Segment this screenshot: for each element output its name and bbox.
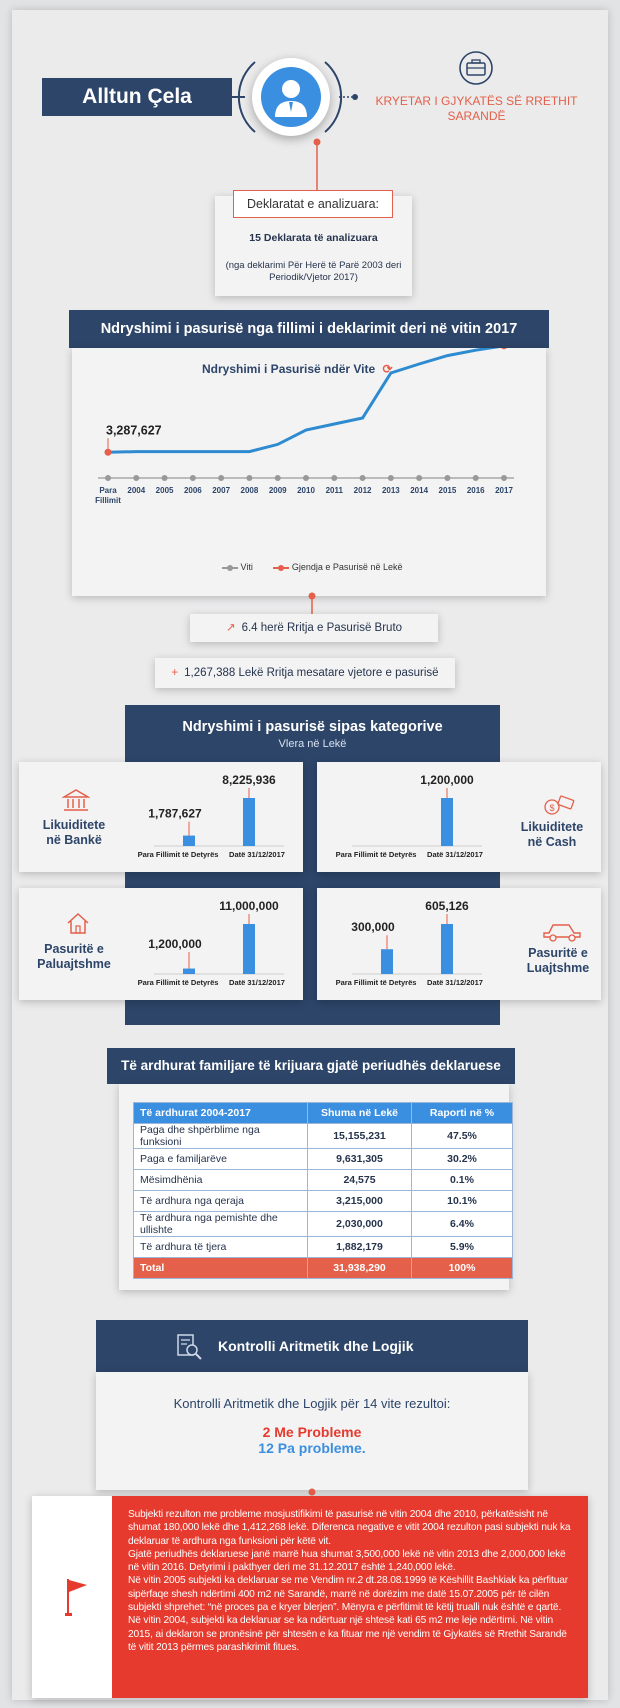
- wealth-section-header: [69, 310, 549, 348]
- x-tick-label: Fillimit: [95, 496, 121, 505]
- income-source: Paga e familjarëve: [134, 1149, 308, 1170]
- bar-value-label: 8,225,936: [222, 773, 276, 787]
- year-point: [501, 475, 507, 481]
- declarations-box: [215, 196, 412, 296]
- table-row-total: [134, 1258, 513, 1279]
- year-point: [444, 475, 450, 481]
- immovable-label-1: Pasuritë e: [44, 942, 104, 956]
- table-row: [134, 1124, 513, 1149]
- x-tick-label: 2008: [240, 486, 259, 495]
- movable-label: [513, 946, 603, 976]
- end-point: [501, 348, 508, 349]
- control-ok: 12 Pa probleme.: [258, 1440, 366, 1456]
- declarations-title: Deklaratat e analizuara:: [233, 190, 393, 218]
- legend-years: Viti: [240, 562, 253, 572]
- categories-title: Ndryshimi i pasurisë sipas kategorive: [182, 719, 443, 735]
- income-amount: 24,575: [308, 1170, 412, 1191]
- x-tick-label: 2012: [353, 486, 372, 495]
- x-tick-label: 2010: [297, 486, 315, 495]
- year-point: [275, 475, 281, 481]
- declarations-note-1: (nga deklarimi Për Herë të Parë 2003 deri: [225, 260, 402, 271]
- immovable-card: [19, 888, 303, 1000]
- immovable-label: [29, 942, 119, 972]
- income-ratio: 0.1%: [412, 1170, 513, 1191]
- name-banner: [42, 78, 232, 116]
- total-ratio: 100%: [412, 1258, 513, 1279]
- table-row: [134, 1191, 513, 1212]
- cash-card: [317, 762, 601, 872]
- year-point: [331, 475, 337, 481]
- legend-wealth-marker: [273, 567, 289, 569]
- user-icon: [261, 67, 321, 127]
- bar: [183, 836, 195, 846]
- bar-category-label: Datë 31/12/2017: [427, 978, 483, 987]
- plus-icon: +: [171, 667, 179, 679]
- table-row: [134, 1170, 513, 1191]
- declarations-note-2: Periodik/Vjetor 2017): [269, 272, 358, 283]
- income-header: [107, 1048, 515, 1084]
- table-row: [134, 1212, 513, 1237]
- control-header: [96, 1320, 528, 1372]
- year-point: [388, 475, 394, 481]
- year-point: [105, 475, 111, 481]
- income-ratio: 6.4%: [412, 1212, 513, 1237]
- position-title: [364, 94, 589, 124]
- bar-category-label: Para Fillimit të Detyrës: [335, 850, 417, 859]
- start-value-label: 3,287,627: [106, 423, 162, 438]
- bar: [441, 924, 453, 974]
- x-tick-label: 2017: [495, 486, 513, 495]
- income-amount: 2,030,000: [308, 1212, 412, 1237]
- year-point: [416, 475, 422, 481]
- infographic: [12, 10, 608, 1700]
- year-point: [190, 475, 196, 481]
- control-title: Kontrolli Aritmetik dhe Logjik: [218, 1338, 414, 1354]
- subject-name: Alltun Çela: [82, 85, 192, 108]
- annual-growth-text: 1,267,388 Lekë Rritja mesatare vjetore e pasurisë: [184, 667, 439, 679]
- findings-text: Subjekti rezulton me probleme mosjustifikimi të pasurisë në vitin 2004 dhe 2010, përkatësisht në shumat 180,000 lekë dhe 1,412,268 lekë. Diferenca negative e vitit 2004 rezulton pasi subjekti nuk ka deklaruar të ardhura nga funksioni për këtë vit. Gjatë periudhës deklaruese janë marrë hua shumat 3,500,000 lekë në vitin 2013 dhe 2,000,000 lekë në vitin 2016. Detyrimi i pakthyer deri me 31.12.2017 është 1,240,000 lekë. Në vitin 2005 subjekti ka deklaruar se me Vendim nr.2 dt.28.08.1999 të Këshillit Bashkiak ka përfituar sipërfaqe shesh ndërtimi 400 m2 në Sarandë, marrë në dorëzim me datë 15.07.2005 për të cilën subjekti shprehet: “në proces pa e kryer blerjen”. Mënyra e përfitimit të këtij trualli nuk është e qartë. Në vitin 2004, subjekti ka deklaruar se ka ndërtuar një shtesë kati 65 m2 me leje ndërtimi. Në vitin 2015, ai deklaron se pronësinë për shtesën e ka fituar me një vendim të Gjykatës së Rrethit Sarandë të vitit 2013 përmes parashkrimit fitues.: [112, 1496, 588, 1698]
- total-amount: 31,938,290: [308, 1258, 412, 1279]
- year-point: [218, 475, 224, 481]
- movable-card: [317, 888, 601, 1000]
- findings-card: [32, 1496, 588, 1698]
- year-point: [303, 475, 309, 481]
- immovable-label-2: Paluajtshme: [37, 957, 111, 971]
- bar: [381, 949, 393, 974]
- col-header-amount: Shuma në Lekë: [308, 1103, 412, 1124]
- year-point: [133, 475, 139, 481]
- magnifier-document-icon: [174, 1332, 204, 1362]
- year-point: [360, 475, 366, 481]
- year-point: [162, 475, 168, 481]
- bank-label-1: Likuiditete: [42, 818, 106, 832]
- cash-label-1: Likuiditete: [520, 820, 584, 834]
- x-tick-label: 2009: [268, 486, 287, 495]
- bar-value-label: 11,000,000: [219, 899, 279, 913]
- bank-card: [19, 762, 303, 872]
- cash-label-2: në Cash: [527, 835, 577, 849]
- x-tick-label: 2014: [410, 486, 429, 495]
- movable-label-2: Luajtshme: [526, 961, 590, 975]
- svg-text:$: $: [549, 803, 555, 813]
- chart-legend: [222, 562, 402, 572]
- bar-value-label: 1,787,627: [148, 806, 202, 821]
- bar: [243, 798, 255, 846]
- connector-line-2: [307, 592, 317, 616]
- bar-category-label: Para Fillimit të Detyrës: [137, 850, 219, 859]
- income-ratio: 47.5%: [412, 1124, 513, 1149]
- bar-value-label: 1,200,000: [148, 937, 202, 951]
- legend-years-marker: [222, 567, 238, 569]
- income-ratio: 10.1%: [412, 1191, 513, 1212]
- income-table: [133, 1102, 513, 1279]
- bar-category-label: Datë 31/12/2017: [427, 850, 483, 859]
- legend-wealth: Gjendja e Pasurisë në Lekë: [291, 562, 403, 572]
- briefcase-icon: [458, 50, 494, 86]
- bank-label: [29, 818, 119, 848]
- gross-growth-box: [190, 614, 438, 642]
- col-header-income: Të ardhurat 2004-2017: [134, 1103, 308, 1124]
- income-table-header: [134, 1103, 513, 1124]
- control-card: [96, 1372, 528, 1490]
- bank-icon: [62, 787, 90, 813]
- refresh-icon: ⟳: [382, 362, 393, 376]
- income-source: Të ardhura nga qeraja: [134, 1191, 308, 1212]
- income-source: Mësimdhënia: [134, 1170, 308, 1191]
- bar-value-label: 1,200,000: [420, 773, 474, 787]
- income-ratio: 30.2%: [412, 1149, 513, 1170]
- bank-bar-chart: [134, 762, 294, 872]
- year-point: [246, 475, 252, 481]
- income-card: [119, 1084, 509, 1290]
- income-source: Të ardhura të tjera: [134, 1237, 308, 1258]
- bank-label-2: në Bankë: [46, 833, 102, 847]
- income-amount: 9,631,305: [308, 1149, 412, 1170]
- trend-up-icon: ↗: [225, 622, 236, 634]
- bar: [183, 969, 195, 974]
- flag-icon: [64, 1576, 90, 1618]
- table-row: [134, 1149, 513, 1170]
- movable-bar-chart: [332, 888, 492, 1000]
- wealth-chart-card: [72, 348, 546, 596]
- cash-bar-chart: [332, 762, 492, 872]
- income-amount: 1,882,179: [308, 1237, 412, 1258]
- x-tick-label: 2004: [127, 486, 146, 495]
- bar-value-label: 605,126: [425, 899, 469, 913]
- cash-label: [507, 820, 597, 850]
- cash-icon: [543, 792, 577, 818]
- bar-category-label: Datë 31/12/2017: [229, 978, 285, 987]
- bar-value-label: 300,000: [351, 920, 395, 935]
- car-icon: [541, 918, 583, 942]
- income-source: Të ardhura nga pemishte dhe ullishte: [134, 1212, 308, 1237]
- bar: [441, 798, 453, 846]
- income-ratio: 5.9%: [412, 1237, 513, 1258]
- house-icon: [65, 910, 91, 936]
- x-tick-label: 2016: [466, 486, 485, 495]
- x-tick-label: Para: [99, 486, 117, 495]
- position-line2: SARANDË: [447, 109, 506, 123]
- income-source: Paga dhe shpërblime nga funksioni: [134, 1124, 308, 1149]
- control-intro: Kontrolli Aritmetik dhe Logjik për 14 vite rezultoi:: [173, 1396, 451, 1411]
- x-tick-label: 2013: [381, 486, 400, 495]
- x-tick-label: 2011: [325, 486, 343, 495]
- categories-subtitle: Vlera në Lekë: [278, 738, 347, 750]
- income-amount: 3,215,000: [308, 1191, 412, 1212]
- declarations-count: 15 Deklarata të analizuara: [249, 232, 378, 244]
- avatar: [252, 58, 330, 136]
- bar-category-label: Para Fillimit të Detyrës: [335, 978, 417, 987]
- gross-growth-text: 6.4 herë Rritja e Pasurisë Bruto: [241, 622, 403, 634]
- x-tick-label: 2005: [155, 486, 174, 495]
- table-row: [134, 1237, 513, 1258]
- x-tick-label: 2007: [212, 486, 231, 495]
- x-tick-label: 2006: [183, 486, 202, 495]
- wealth-series-line: [108, 348, 504, 452]
- wealth-section-title: Ndryshimi i pasurisë nga fillimi i deklarimit deri në vitin 2017: [100, 321, 518, 337]
- x-tick-label: 2015: [438, 486, 457, 495]
- bar-category-label: Para Fillimit të Detyrës: [137, 978, 219, 987]
- bar: [243, 924, 255, 974]
- movable-label-1: Pasuritë e: [528, 946, 588, 960]
- chart-title-text: Ndryshimi i Pasurisë ndër Vite: [202, 362, 376, 376]
- control-problems: 2 Me Probleme: [262, 1424, 362, 1440]
- total-label: Total: [134, 1258, 308, 1279]
- bar-category-label: Datë 31/12/2017: [229, 850, 285, 859]
- immovable-bar-chart: [134, 888, 294, 1000]
- wealth-line-chart: [72, 348, 546, 596]
- position-line1: KRYETAR I GJYKATËS SË RRETHIT: [375, 94, 578, 108]
- income-amount: 15,155,231: [308, 1124, 412, 1149]
- year-point: [473, 475, 479, 481]
- col-header-ratio: Raporti në %: [412, 1103, 513, 1124]
- annual-growth-box: [155, 658, 455, 688]
- income-title: Të ardhurat familjare të krijuara gjatë periudhës deklaruese: [121, 1058, 501, 1073]
